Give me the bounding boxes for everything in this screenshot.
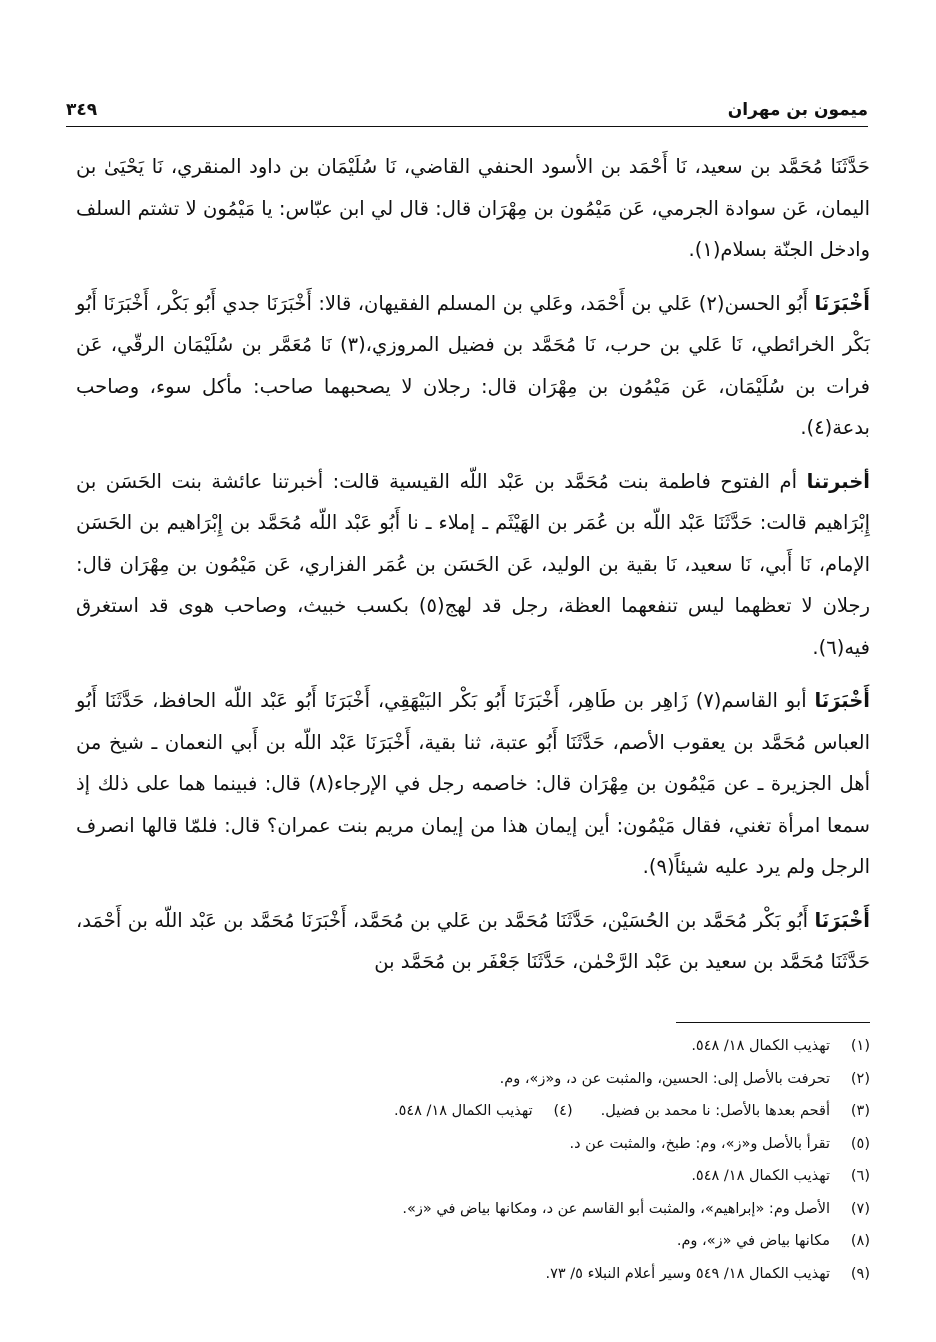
footnote-text: أقحم بعدها بالأصل: نا محمد بن فضيل.	[600, 1103, 830, 1119]
footnote	[120, 1225, 870, 1258]
main-text	[76, 146, 870, 995]
footnote	[120, 1193, 870, 1226]
footnote	[120, 1128, 870, 1161]
footnote-number: (٩)	[850, 1265, 870, 1282]
footnote-text: تهذيب الكمال ١٨/ ٥٤٨.	[691, 1168, 830, 1184]
footnote-number: (٢)	[850, 1070, 870, 1087]
footnote-number: (٤)	[553, 1103, 573, 1119]
paragraph	[76, 146, 870, 271]
footnote-text: تهذيب الكمال ١٨/ ٥٤٨.	[691, 1038, 830, 1054]
paragraph-text: أَبُو بَكْر مُحَمَّد بن الحُسَيْن، حَدَّثَنَا مُحَمَّد بن عَلي بن مُحَمَّد، أَخْبَرَنَا مُحَمَّد بن عَبْد اللّه بن أَحْمَد، حَدَّثَنَا مُحَمَّد بن سعيد بن عَبْد الرَّحْمٰن، حَدَّثَنَا جَعْفَر بن مُحَمَّد بن	[76, 908, 870, 973]
footnote	[120, 1095, 870, 1128]
paragraph-lead: أَخْبَرَنَا	[814, 908, 870, 932]
header-rule	[66, 126, 868, 127]
paragraph	[76, 900, 870, 983]
footnote-number: (١)	[850, 1038, 870, 1054]
paragraph-lead: أخبرتنا	[806, 469, 870, 493]
footnote	[120, 1063, 870, 1096]
footnote-number: (٥)	[850, 1135, 870, 1152]
footnotes	[120, 1030, 870, 1290]
footnote-number: (٦)	[850, 1168, 870, 1184]
footnote-number: (٧)	[850, 1200, 870, 1217]
footnote-text: تقرأ بالأصل و«ز»، وم: طبخ، والمثبت عن د.	[569, 1135, 830, 1152]
paragraph-lead: أَخْبَرَنَا	[814, 291, 870, 315]
running-header	[66, 84, 868, 120]
paragraph-text: أبو القاسم(٧) زَاهِر بن طَاهِر، أَخْبَرَنَا أَبُو بَكْر البَيْهَقِي، أَخْبَرَنَا أَبُو عَبْد اللّه الحافظ، حَدَّثَنَا أَبُو العباس مُحَمَّد بن يعقوب الأصم، حَدَّثَنَا أَبُو عتبة، ثنا بقية، أَخْبَرَنَا عَبْد اللّه بن أَبي النعمان ـ شيخ من أهل الجزيرة ـ عن مَيْمُون بن مِهْرَان قال: خاصمه رجل في الإرجاء(٨) قال: فبينما هما على ذلك إذ سمعا امرأة تغني، فقال مَيْمُون: أين إيمان هذا من إيمان مريم بنت عمران؟ قال: فلمّا قالها انصرف الرجل ولم يرد عليه شيئاً(٩).	[76, 689, 870, 878]
footnote-spacer	[573, 1095, 601, 1128]
paragraph-text: أم الفتوح فاطمة بنت مُحَمَّد بن عَبْد اللّه القيسية قالت: أخبرتنا عائشة بنت الحَسَن بن إِبْرَاهيم قالت: حَدَّثَنَا عَبْد اللّه بن عُمَر بن الهَيْثَم ـ إملاء ـ نا أَبُو عَبْد اللّه مُحَمَّد بن إِبْرَاهيم بن الحَسَن الإمام، نَا أَبي، نَا سعيد، نَا بقية بن الوليد، عَن الحَسَن بن عُمَر الفزاري، عَن مَيْمُون بن مِهْرَان قال: رجلان لا تعظهما ليس تنفعهما العظة، رجل قد لهج(٥) بكسب خبيث، وصاحب هوى قد استغرق فيه(٦).	[76, 469, 870, 659]
paragraph	[76, 461, 870, 669]
paragraph	[76, 680, 870, 888]
paragraph-text: حَدَّثَنَا مُحَمَّد بن سعيد، نَا أَحْمَد بن الأسود الحنفي القاضي، نَا سُلَيْمَان بن داود المنقري، نَا يَحْيَىٰ بن اليمان، عَن سوادة الجرمي، عَن مَيْمُون بن مِهْرَان قال: قال لي ابن عبّاس: يا مَيْمُون لا تشتم السلف وادخل الجنّة بسلام(١).	[76, 155, 870, 261]
footnote-text: تهذيب الكمال ١٨/ ٥٤٩ وسير أعلام النبلاء ٥/ ٧٣.	[545, 1265, 830, 1282]
page-number: ٣٤٩	[66, 100, 98, 120]
header-title: ميمون بن مهران	[727, 100, 868, 120]
footnote	[120, 1030, 870, 1063]
paragraph	[76, 283, 870, 449]
footnote	[120, 1258, 870, 1291]
footnote-number: (٣)	[850, 1103, 870, 1119]
footnote-text: مكانها بياض في «ز»، وم.	[676, 1233, 830, 1249]
paragraph-text: أَبُو الحسن(٢) عَلي بن أَحْمَد، وعَلي بن المسلم الفقيهان، قالا: أَخْبَرَنَا جدي أَبُو بَكْر، أَخْبَرَنَا أَبُو بَكْر الخرائطي، نَا عَلي بن حرب، نَا مُحَمَّد بن فضيل المروزي،(٣) نَا مُعَمَّر بن سُلَيْمَان الرقّي، عَن فرات بن سُلَيْمَان، عَن مَيْمُون بن مِهْرَان قال: رجلان لا يصحبهما صاحب: مأكل سوء، وصاحب بدعة(٤).	[76, 291, 870, 439]
footnote-number: (٨)	[850, 1233, 870, 1249]
footnote-text: الأصل وم: «إبراهيم»، والمثبت أبو القاسم عن د، ومكانها بياض في «ز».	[402, 1200, 830, 1217]
footnote-text: تحرفت بالأصل إلى: الحسين، والمثبت عن د، و«ز»، وم.	[499, 1070, 830, 1087]
footnote-text: تهذيب الكمال ١٨/ ٥٤٨.	[393, 1103, 533, 1119]
footnote-rule	[676, 1022, 870, 1023]
paragraph-lead: أَخْبَرَنَا	[814, 689, 870, 712]
footnote	[120, 1160, 870, 1193]
